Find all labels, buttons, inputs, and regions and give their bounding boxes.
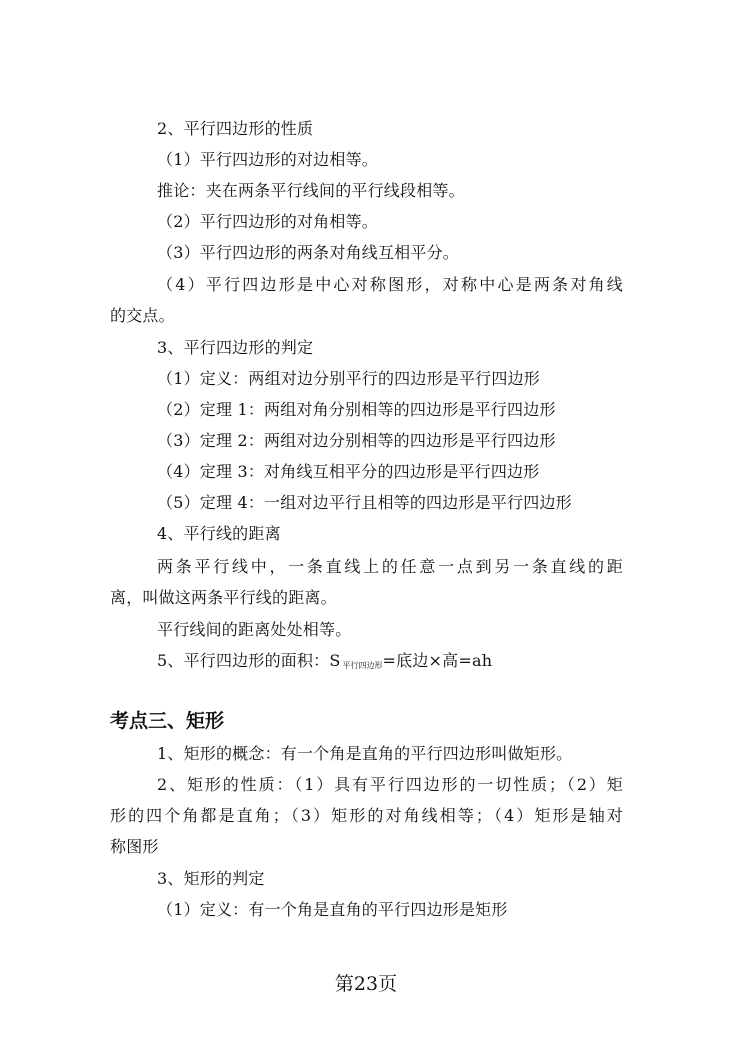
area-formula-suffix: =底边×高=ah bbox=[382, 651, 493, 670]
section-3-title: 3、平行四边形的判定 bbox=[157, 338, 314, 357]
criterion-item-2: （2）定理 1：两组对角分别相等的四边形是平行四边形 bbox=[157, 400, 556, 419]
property-item-4-text: （4）平行四边形是中心对称图形，对称中心是两条对角线 bbox=[157, 275, 623, 294]
section-2-title: 2、平行四边形的性质 bbox=[157, 119, 314, 138]
area-formula-prefix: 5、平行四边形的面积：S bbox=[157, 651, 341, 670]
rectangle-properties-text-1: 2、矩形的性质：（1）具有平行四边形的一切性质；（2）矩 bbox=[157, 775, 623, 794]
corollary-text: 推论：夹在两条平行线间的平行线段相等。 bbox=[157, 181, 465, 200]
property-item-2: （2）平行四边形的对角相等。 bbox=[157, 212, 378, 231]
distance-definition-text: 两条平行线中，一条直线上的任意一点到另一条直线的距 bbox=[157, 557, 623, 576]
rectangle-properties-text-2: 形的四个角都是直角；（3）矩形的对角线相等；（4）矩形是轴对 bbox=[110, 806, 623, 825]
criterion-item-1: （1）定义：两组对边分别平行的四边形是平行四边形 bbox=[157, 369, 540, 388]
distance-definition-line-2: 离，叫做这两条平行线的距离。 bbox=[110, 588, 337, 607]
area-formula-subscript: 平行四边形 bbox=[342, 661, 383, 670]
page-number: 第23页 bbox=[334, 973, 398, 995]
rectangle-properties-line-3: 称图形 bbox=[110, 837, 159, 856]
rectangle-judge-title: 3、矩形的判定 bbox=[157, 869, 265, 888]
property-item-4-line-2: 的交点。 bbox=[110, 306, 175, 325]
distance-definition-line-1 bbox=[157, 556, 623, 578]
criterion-item-3: （3）定理 2：两组对边分别相等的四边形是平行四边形 bbox=[157, 431, 556, 450]
rectangle-judge-item-1: （1）定义：有一个角是直角的平行四边形是矩形 bbox=[157, 900, 508, 919]
rectangle-concept: 1、矩形的概念：有一个角是直角的平行四边形叫做矩形。 bbox=[157, 744, 573, 763]
property-item-1: （1）平行四边形的对边相等。 bbox=[157, 150, 378, 169]
criterion-item-5: （5）定理 4：一组对边平行且相等的四边形是平行四边形 bbox=[157, 493, 572, 512]
property-item-4-line-1 bbox=[157, 274, 623, 296]
distance-property: 平行线间的距离处处相等。 bbox=[157, 620, 352, 639]
rectangle-properties-line-2 bbox=[110, 805, 623, 827]
criterion-item-4: （4）定理 3：对角线互相平分的四边形是平行四边形 bbox=[157, 462, 540, 481]
rectangle-properties-line-1 bbox=[157, 774, 623, 796]
section-4-title: 4、平行线的距离 bbox=[157, 524, 281, 543]
area-formula bbox=[157, 650, 492, 677]
section-heading: 考点三、矩形 bbox=[110, 710, 225, 732]
property-item-3: （3）平行四边形的两条对角线互相平分。 bbox=[157, 243, 459, 262]
